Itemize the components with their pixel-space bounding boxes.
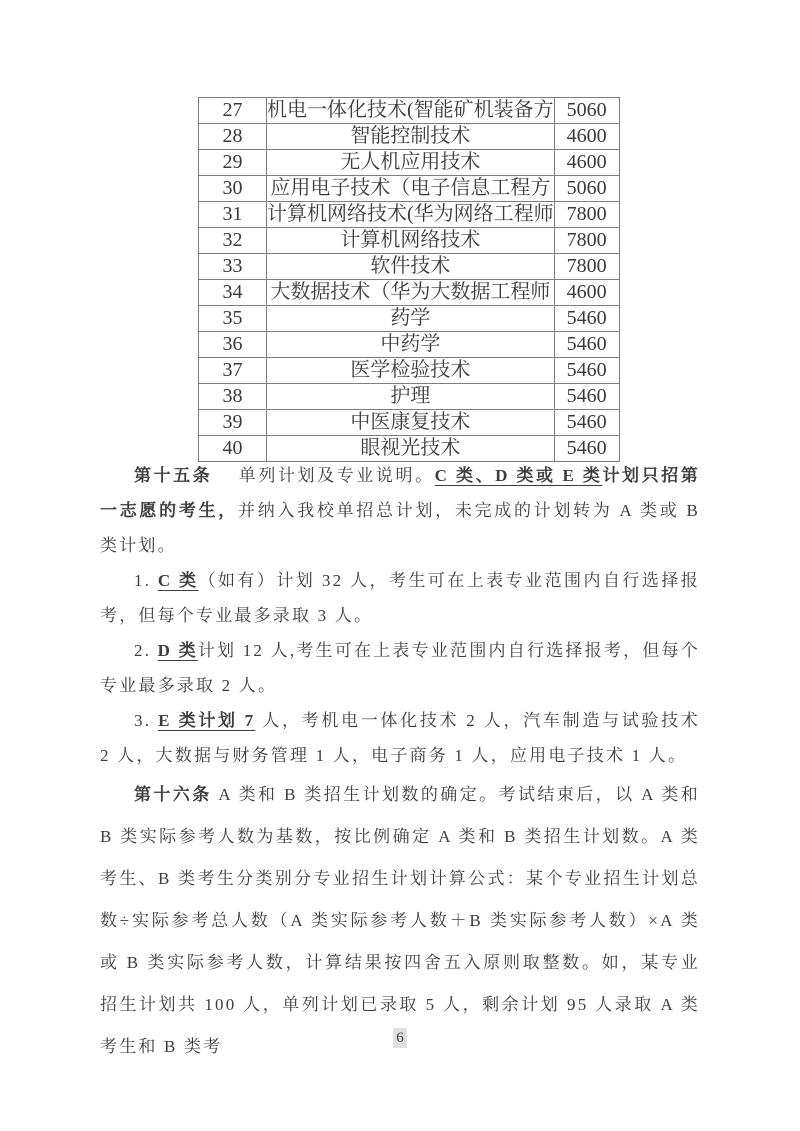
program-tuition: 4600 (554, 124, 619, 150)
table-row (199, 306, 620, 332)
table-row (199, 254, 620, 280)
table-row (199, 150, 620, 176)
paragraph-article-16 (100, 774, 700, 1068)
program-tuition: 5460 (554, 410, 619, 436)
body-text: 2. (134, 641, 158, 660)
emphasis-underlined-text: D 类 (157, 641, 198, 660)
program-number: 35 (199, 306, 267, 332)
program-tuition: 7800 (554, 202, 619, 228)
program-name: 应用电子技术（电子信息工程方 (267, 176, 555, 202)
body-text: 3. (134, 711, 159, 730)
program-tuition: 5460 (554, 358, 619, 384)
table-row (199, 176, 620, 202)
program-name: 计算机网络技术(华为网络工程师 (267, 202, 555, 228)
program-name: 药学 (267, 306, 555, 332)
program-tuition: 4600 (554, 280, 619, 306)
program-tuition: 7800 (554, 254, 619, 280)
program-name: 机电一体化技术(智能矿机装备方 (267, 98, 555, 124)
body-text: 单列计划及专业说明。 (212, 466, 435, 485)
emphasis-bold-text: 第十六条 (134, 785, 212, 804)
program-number: 32 (199, 228, 267, 254)
program-tuition: 5460 (554, 384, 619, 410)
body-text: （如有）计划 32 人，考生可在上表专业范围内自行选择报考，但每个专业最多录取 3 人。 (100, 571, 700, 625)
program-number: 28 (199, 124, 267, 150)
program-name: 无人机应用技术 (267, 150, 555, 176)
paragraph-item-3-class-e (100, 703, 700, 773)
program-tuition: 5060 (554, 98, 619, 124)
program-fee-table-body (199, 98, 620, 462)
program-number: 27 (199, 98, 267, 124)
table-row (199, 332, 620, 358)
article-16-text-block (100, 774, 700, 1068)
table-row (199, 384, 620, 410)
body-text: 并纳入我校单招总计划，未完成的计划转为 A 类或 B 类计划。 (100, 501, 700, 555)
program-number: 29 (199, 150, 267, 176)
paragraph-item-1-class-c (100, 563, 700, 633)
program-name: 智能控制技术 (267, 124, 555, 150)
program-name: 护理 (267, 384, 555, 410)
table-row (199, 124, 620, 150)
table-row (199, 280, 620, 306)
program-fee-table (198, 97, 620, 462)
table-row (199, 202, 620, 228)
paragraph-article-15 (100, 458, 700, 563)
program-tuition: 5460 (554, 436, 619, 462)
table-row (199, 98, 620, 124)
body-text: 人，考机电一体化技术 2 人，汽车制造与试验技术 2 人，大数据与财务管理 1 人，电子商务 1 人，应用电子技术 1 人。 (100, 711, 701, 765)
body-text: 1. (134, 571, 158, 590)
program-name: 计算机网络技术 (267, 228, 555, 254)
body-text: A 类和 B 类招生计划数的确定。考试结束后，以 A 类和 B 类实际参考人数为基数，按比例确定 A 类和 B 类招生计划数。A 类考生、B 类考生分类别分专业招生计划计算公式：某个专业招生计划总数÷实际参考总人数（A 类实际参考人数＋B 类实际参考人数）×A 类或 B 类实际参考人数，计算结果按四舍五入原则取整数。如，某专业招生计划共 100 人，单列计划已录取 5 人，剩余计划 95 人录取 A 类考生和 B 类考 (100, 785, 701, 1056)
paragraph-item-2-class-d (100, 633, 700, 703)
program-number: 37 (199, 358, 267, 384)
program-name: 中药学 (267, 332, 555, 358)
page-number: 6 (393, 1028, 407, 1048)
emphasis-bold-text: 第十五条 (134, 466, 213, 485)
program-number: 40 (199, 436, 267, 462)
program-number: 39 (199, 410, 267, 436)
emphasis-underlined-text: C 类、D 类或 E 类 (434, 466, 603, 485)
program-name: 眼视光技术 (267, 436, 555, 462)
program-tuition: 5460 (554, 332, 619, 358)
program-name: 软件技术 (267, 254, 555, 280)
program-tuition: 4600 (554, 150, 619, 176)
table-row (199, 228, 620, 254)
program-tuition: 5060 (554, 176, 619, 202)
program-number: 36 (199, 332, 267, 358)
article-15-text-block (100, 458, 700, 773)
program-number: 34 (199, 280, 267, 306)
table-row (199, 358, 620, 384)
program-name: 医学检验技术 (267, 358, 555, 384)
program-name: 中医康复技术 (267, 410, 555, 436)
program-tuition: 5460 (554, 306, 619, 332)
program-name: 大数据技术（华为大数据工程师 (267, 280, 555, 306)
page-footer (0, 1028, 800, 1048)
table-row (199, 410, 620, 436)
program-number: 33 (199, 254, 267, 280)
program-number: 30 (199, 176, 267, 202)
body-text: 计划 12 人,考生可在上表专业范围内自行选择报考，但每个专业最多录取 2 人。 (100, 641, 700, 695)
program-number: 38 (199, 384, 267, 410)
program-number: 31 (199, 202, 267, 228)
emphasis-underlined-text: E 类计划 7 (158, 711, 256, 730)
program-tuition: 7800 (554, 228, 619, 254)
emphasis-bold-text: 计划只招第一志愿的考生， (100, 466, 701, 520)
emphasis-underlined-text: C 类 (157, 571, 199, 590)
